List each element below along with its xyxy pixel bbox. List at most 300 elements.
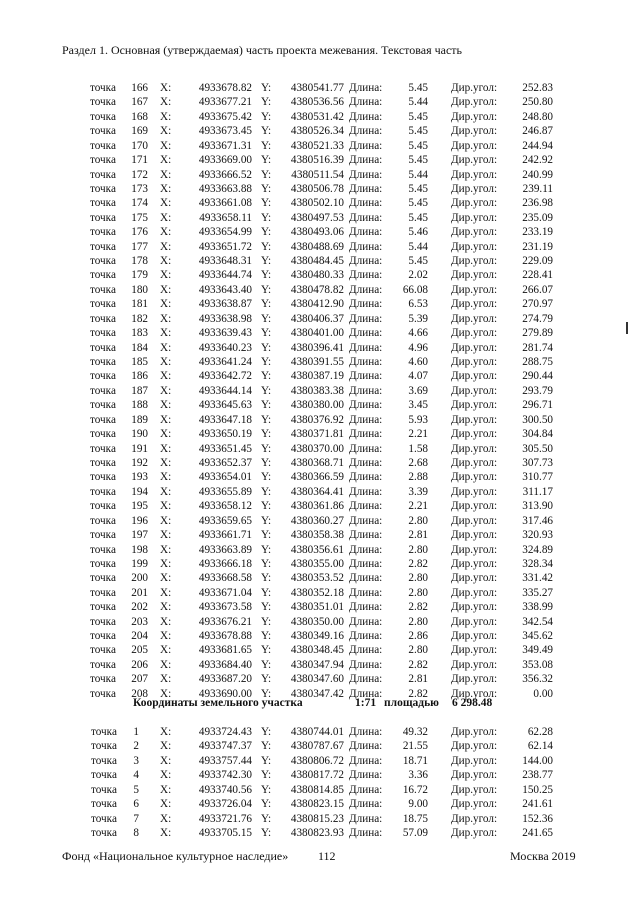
point-number: 182 xyxy=(131,312,148,325)
length-label: Длина: xyxy=(349,197,383,210)
angle-value: 310.77 xyxy=(522,471,553,484)
length-value: 66.08 xyxy=(402,283,428,296)
point-label: точка xyxy=(90,384,116,397)
length-label: Длина: xyxy=(349,154,383,167)
length-label: Длина: xyxy=(349,485,383,498)
point-number: 178 xyxy=(131,255,148,268)
length-label: Длина: xyxy=(349,543,383,556)
point-number: 200 xyxy=(131,572,148,585)
length-value: 5.45 xyxy=(408,139,428,152)
y-label: Y: xyxy=(261,356,272,369)
x-value: 4933659.65 xyxy=(198,514,252,527)
length-label: Длина: xyxy=(349,740,383,753)
point-number: 198 xyxy=(131,543,148,556)
length-value: 2.68 xyxy=(408,456,428,469)
x-label: X: xyxy=(160,726,172,738)
table-row xyxy=(0,629,630,643)
x-label: X: xyxy=(160,500,172,513)
table-row xyxy=(0,211,630,225)
angle-value: 313.90 xyxy=(522,500,553,513)
y-label: Y: xyxy=(261,826,272,839)
y-value: 4380368.71 xyxy=(290,456,344,469)
x-value: 4933690.00 xyxy=(198,687,252,700)
x-value: 4933668.58 xyxy=(198,572,252,585)
y-value: 4380541.77 xyxy=(290,82,344,94)
y-label: Y: xyxy=(261,644,272,657)
angle-label: Дир.угол: xyxy=(451,769,498,782)
angle-value: 236.98 xyxy=(522,197,553,210)
angle-value: 233.19 xyxy=(522,226,553,239)
point-number: 185 xyxy=(131,356,148,369)
y-label: Y: xyxy=(261,615,272,628)
y-value: 4380521.33 xyxy=(290,139,344,152)
angle-value: 274.79 xyxy=(522,312,553,325)
point-number: 183 xyxy=(131,327,148,340)
point-number: 184 xyxy=(131,341,148,354)
point-label: точка xyxy=(90,428,116,441)
x-value: 4933757.44 xyxy=(198,754,252,767)
y-label: Y: xyxy=(261,110,272,123)
y-label: Y: xyxy=(261,283,272,296)
x-value: 4933666.18 xyxy=(198,557,252,570)
angle-label: Дир.угол: xyxy=(451,644,498,657)
x-label: X: xyxy=(160,154,172,167)
point-label: точка xyxy=(90,543,116,556)
point-number: 194 xyxy=(131,485,148,498)
y-label: Y: xyxy=(261,673,272,686)
angle-value: 331.42 xyxy=(522,572,553,585)
angle-value: 328.34 xyxy=(522,557,553,570)
y-label: Y: xyxy=(261,456,272,469)
x-value: 4933671.31 xyxy=(198,139,252,152)
table-row xyxy=(0,739,630,753)
y-value: 4380364.41 xyxy=(290,485,344,498)
y-label: Y: xyxy=(261,471,272,484)
point-number: 1 xyxy=(133,726,139,738)
length-label: Длина: xyxy=(349,283,383,296)
angle-label: Дир.угол: xyxy=(451,500,498,513)
angle-label: Дир.угол: xyxy=(451,456,498,469)
point-label: точка xyxy=(91,754,117,767)
table-row xyxy=(0,797,630,811)
angle-value: 0.00 xyxy=(533,687,553,700)
y-label: Y: xyxy=(261,601,272,614)
angle-label: Дир.угол: xyxy=(451,182,498,195)
x-value: 4933677.21 xyxy=(198,96,252,109)
point-label: точка xyxy=(91,798,117,811)
x-label: X: xyxy=(160,769,172,782)
length-value: 5.45 xyxy=(408,197,428,210)
angle-value: 250.80 xyxy=(522,96,553,109)
point-number: 5 xyxy=(133,783,139,796)
table-row xyxy=(0,110,630,124)
length-label: Длина: xyxy=(349,529,383,542)
point-label: точка xyxy=(90,687,116,700)
point-number: 175 xyxy=(131,211,148,224)
y-label: Y: xyxy=(261,543,272,556)
page-number: 112 xyxy=(318,849,336,863)
x-value: 4933641.24 xyxy=(198,356,252,369)
angle-value: 152.36 xyxy=(522,812,553,825)
point-number: 3 xyxy=(133,754,139,767)
length-value: 2.82 xyxy=(408,557,428,570)
y-label: Y: xyxy=(261,327,272,340)
point-number: 4 xyxy=(133,769,139,782)
point-number: 206 xyxy=(131,658,148,671)
table-row xyxy=(0,312,630,326)
length-label: Длина: xyxy=(349,226,383,239)
y-label: Y: xyxy=(261,798,272,811)
y-value: 4380493.06 xyxy=(290,226,344,239)
section-title-row xyxy=(0,697,630,713)
length-value: 3.39 xyxy=(408,485,428,498)
table-row xyxy=(0,398,630,412)
point-number: 2 xyxy=(133,740,139,753)
x-value: 4933658.12 xyxy=(198,500,252,513)
length-label: Длина: xyxy=(349,586,383,599)
point-label: точка xyxy=(90,557,116,570)
point-number: 176 xyxy=(131,226,148,239)
angle-value: 248.80 xyxy=(522,110,553,123)
angle-value: 266.07 xyxy=(522,283,553,296)
x-value: 4933740.56 xyxy=(198,783,252,796)
point-number: 8 xyxy=(133,826,139,839)
y-label: Y: xyxy=(261,298,272,311)
point-number: 177 xyxy=(131,240,148,253)
x-label: X: xyxy=(160,125,172,138)
x-label: X: xyxy=(160,485,172,498)
table-row xyxy=(0,571,630,585)
angle-label: Дир.угол: xyxy=(451,740,498,753)
table-row xyxy=(0,499,630,513)
table-row xyxy=(0,153,630,167)
angle-value: 304.84 xyxy=(522,428,553,441)
point-number: 6 xyxy=(133,798,139,811)
point-number: 179 xyxy=(131,269,148,282)
length-label: Длина: xyxy=(349,384,383,397)
length-label: Длина: xyxy=(349,125,383,138)
angle-label: Дир.угол: xyxy=(451,341,498,354)
x-label: X: xyxy=(160,82,172,94)
x-label: X: xyxy=(160,413,172,426)
y-value: 4380348.45 xyxy=(290,644,344,657)
length-label: Длина: xyxy=(349,644,383,657)
angle-label: Дир.угол: xyxy=(451,615,498,628)
table-row xyxy=(0,297,630,311)
length-value: 5.45 xyxy=(408,255,428,268)
angle-label: Дир.угол: xyxy=(451,557,498,570)
length-label: Длина: xyxy=(349,572,383,585)
table-row xyxy=(0,427,630,441)
point-label: точка xyxy=(90,586,116,599)
table-row xyxy=(0,768,630,782)
y-value: 4380347.42 xyxy=(290,687,344,700)
y-value: 4380488.69 xyxy=(290,240,344,253)
y-value: 4380526.34 xyxy=(290,125,344,138)
x-value: 4933644.74 xyxy=(198,269,252,282)
point-number: 192 xyxy=(131,456,148,469)
point-label: точка xyxy=(90,82,116,94)
point-number: 204 xyxy=(131,630,148,643)
table-row xyxy=(0,754,630,768)
x-label: X: xyxy=(160,312,172,325)
length-value: 2.80 xyxy=(408,514,428,527)
length-value: 4.66 xyxy=(408,327,428,340)
x-value: 4933658.11 xyxy=(199,211,252,224)
angle-value: 311.17 xyxy=(522,485,553,498)
point-label: точка xyxy=(90,370,116,383)
x-label: X: xyxy=(160,442,172,455)
x-label: X: xyxy=(160,240,172,253)
angle-value: 270.97 xyxy=(522,298,553,311)
angle-label: Дир.угол: xyxy=(451,658,498,671)
angle-label: Дир.угол: xyxy=(451,471,498,484)
point-number: 168 xyxy=(131,110,148,123)
table-row xyxy=(0,341,630,355)
angle-label: Дир.угол: xyxy=(451,514,498,527)
angle-value: 356.32 xyxy=(522,673,553,686)
parcel-coordinates-table xyxy=(0,725,630,840)
x-value: 4933705.15 xyxy=(198,826,252,839)
point-number: 7 xyxy=(133,812,139,825)
angle-label: Дир.угол: xyxy=(451,399,498,412)
table-row xyxy=(0,442,630,456)
angle-value: 307.73 xyxy=(522,456,553,469)
y-value: 4380823.15 xyxy=(290,798,344,811)
length-value: 2.21 xyxy=(408,500,428,513)
point-number: 167 xyxy=(131,96,148,109)
scan-edge-mark xyxy=(626,322,628,334)
length-value: 4.96 xyxy=(408,341,428,354)
y-label: Y: xyxy=(261,125,272,138)
y-label: Y: xyxy=(261,783,272,796)
y-value: 4380347.94 xyxy=(290,658,344,671)
angle-value: 62.28 xyxy=(527,726,553,738)
length-value: 2.80 xyxy=(408,586,428,599)
point-number: 171 xyxy=(131,154,148,167)
x-label: X: xyxy=(160,110,172,123)
point-label: точка xyxy=(90,240,116,253)
length-label: Длина: xyxy=(349,442,383,455)
y-label: Y: xyxy=(261,139,272,152)
length-value: 5.45 xyxy=(408,182,428,195)
x-label: X: xyxy=(160,754,172,767)
x-label: X: xyxy=(160,226,172,239)
y-label: Y: xyxy=(261,514,272,527)
point-number: 181 xyxy=(131,298,148,311)
length-label: Длина: xyxy=(349,826,383,839)
y-value: 4380506.78 xyxy=(290,182,344,195)
point-label: точка xyxy=(90,514,116,527)
x-value: 4933642.72 xyxy=(198,370,252,383)
table-row xyxy=(0,240,630,254)
y-value: 4380350.00 xyxy=(290,615,344,628)
x-label: X: xyxy=(160,601,172,614)
length-label: Длина: xyxy=(349,500,383,513)
length-value: 18.71 xyxy=(402,754,428,767)
length-label: Длина: xyxy=(349,168,383,181)
y-label: Y: xyxy=(261,630,272,643)
angle-label: Дир.угол: xyxy=(451,630,498,643)
length-value: 2.80 xyxy=(408,615,428,628)
length-value: 1.58 xyxy=(408,442,428,455)
angle-label: Дир.угол: xyxy=(451,798,498,811)
length-value: 49.32 xyxy=(402,726,428,738)
length-value: 5.39 xyxy=(408,312,428,325)
angle-label: Дир.угол: xyxy=(451,413,498,426)
y-label: Y: xyxy=(261,211,272,224)
section-scale: 1:71 xyxy=(355,697,377,709)
x-label: X: xyxy=(160,168,172,181)
x-label: X: xyxy=(160,673,172,686)
point-number: 187 xyxy=(131,384,148,397)
x-value: 4933651.45 xyxy=(198,442,252,455)
point-number: 208 xyxy=(131,687,148,700)
y-value: 4380370.00 xyxy=(290,442,344,455)
table-row xyxy=(0,514,630,528)
length-value: 5.45 xyxy=(408,211,428,224)
table-row xyxy=(0,600,630,614)
angle-value: 353.08 xyxy=(522,658,553,671)
y-value: 4380478.82 xyxy=(290,283,344,296)
length-label: Длина: xyxy=(349,139,383,152)
length-label: Длина: xyxy=(349,298,383,311)
length-label: Длина: xyxy=(349,413,383,426)
y-label: Y: xyxy=(261,726,272,738)
x-label: X: xyxy=(160,384,172,397)
angle-value: 241.61 xyxy=(522,798,553,811)
angle-value: 338.99 xyxy=(522,601,553,614)
table-row xyxy=(0,658,630,672)
angle-label: Дир.угол: xyxy=(451,826,498,839)
length-value: 4.07 xyxy=(408,370,428,383)
point-number: 172 xyxy=(131,168,148,181)
length-value: 2.82 xyxy=(408,658,428,671)
angle-label: Дир.угол: xyxy=(451,356,498,369)
y-label: Y: xyxy=(261,154,272,167)
x-label: X: xyxy=(160,740,172,753)
point-number: 169 xyxy=(131,125,148,138)
x-value: 4933684.40 xyxy=(198,658,252,671)
angle-value: 228.41 xyxy=(522,269,553,282)
length-label: Длина: xyxy=(349,370,383,383)
angle-label: Дир.угол: xyxy=(451,240,498,253)
y-value: 4380401.00 xyxy=(290,327,344,340)
x-value: 4933661.08 xyxy=(198,197,252,210)
angle-value: 240.99 xyxy=(522,168,553,181)
y-label: Y: xyxy=(261,428,272,441)
angle-label: Дир.угол: xyxy=(451,687,498,700)
x-value: 4933666.52 xyxy=(198,168,252,181)
length-label: Длина: xyxy=(349,812,383,825)
length-label: Длина: xyxy=(349,673,383,686)
angle-label: Дир.угол: xyxy=(451,572,498,585)
point-label: точка xyxy=(90,673,116,686)
angle-label: Дир.угол: xyxy=(451,211,498,224)
angle-label: Дир.угол: xyxy=(451,96,498,109)
y-label: Y: xyxy=(261,557,272,570)
angle-value: 238.77 xyxy=(522,769,553,782)
table-row xyxy=(0,225,630,239)
y-value: 4380358.38 xyxy=(290,529,344,542)
angle-value: 241.65 xyxy=(522,826,553,839)
length-label: Длина: xyxy=(349,96,383,109)
x-value: 4933638.87 xyxy=(198,298,252,311)
y-value: 4380347.60 xyxy=(290,673,344,686)
y-value: 4380353.52 xyxy=(290,572,344,585)
angle-value: 300.50 xyxy=(522,413,553,426)
point-label: точка xyxy=(90,283,116,296)
y-label: Y: xyxy=(261,384,272,397)
angle-label: Дир.угол: xyxy=(451,726,498,738)
x-value: 4933654.99 xyxy=(198,226,252,239)
table-row xyxy=(0,283,630,297)
x-label: X: xyxy=(160,630,172,643)
angle-value: 150.25 xyxy=(522,783,553,796)
point-number: 196 xyxy=(131,514,148,527)
point-label: точка xyxy=(90,110,116,123)
y-value: 4380396.41 xyxy=(290,341,344,354)
x-value: 4933663.88 xyxy=(198,182,252,195)
y-label: Y: xyxy=(261,769,272,782)
x-value: 4933654.01 xyxy=(198,471,252,484)
angle-value: 345.62 xyxy=(522,630,553,643)
point-label: точка xyxy=(90,413,116,426)
x-value: 4933676.21 xyxy=(198,615,252,628)
point-number: 195 xyxy=(131,500,148,513)
angle-label: Дир.угол: xyxy=(451,168,498,181)
x-label: X: xyxy=(160,615,172,628)
x-value: 4933647.18 xyxy=(198,413,252,426)
x-value: 4933671.04 xyxy=(198,586,252,599)
table-row xyxy=(0,384,630,398)
point-label: точка xyxy=(90,154,116,167)
length-label: Длина: xyxy=(349,312,383,325)
table-row xyxy=(0,586,630,600)
point-label: точка xyxy=(90,327,116,340)
angle-value: 317.46 xyxy=(522,514,553,527)
angle-value: 229.09 xyxy=(522,255,553,268)
point-number: 199 xyxy=(131,557,148,570)
length-label: Длина: xyxy=(349,471,383,484)
x-label: X: xyxy=(160,182,172,195)
x-label: X: xyxy=(160,370,172,383)
length-label: Длина: xyxy=(349,456,383,469)
length-value: 5.45 xyxy=(408,125,428,138)
y-value: 4380412.90 xyxy=(290,298,344,311)
x-value: 4933742.30 xyxy=(198,769,252,782)
x-label: X: xyxy=(160,96,172,109)
x-label: X: xyxy=(160,211,172,224)
length-value: 3.45 xyxy=(408,399,428,412)
angle-value: 239.11 xyxy=(522,182,553,195)
table-row xyxy=(0,95,630,109)
y-label: Y: xyxy=(261,197,272,210)
length-value: 5.45 xyxy=(408,154,428,167)
length-value: 18.75 xyxy=(402,812,428,825)
y-value: 4380406.37 xyxy=(290,312,344,325)
point-number: 166 xyxy=(131,82,148,94)
angle-label: Дир.угол: xyxy=(451,442,498,455)
point-number: 207 xyxy=(131,673,148,686)
length-value: 57.09 xyxy=(402,826,428,839)
y-value: 4380360.27 xyxy=(290,514,344,527)
length-value: 6.53 xyxy=(408,298,428,311)
y-value: 4380376.92 xyxy=(290,413,344,426)
length-label: Длина: xyxy=(349,255,383,268)
length-label: Длина: xyxy=(349,182,383,195)
x-value: 4933669.00 xyxy=(198,154,252,167)
